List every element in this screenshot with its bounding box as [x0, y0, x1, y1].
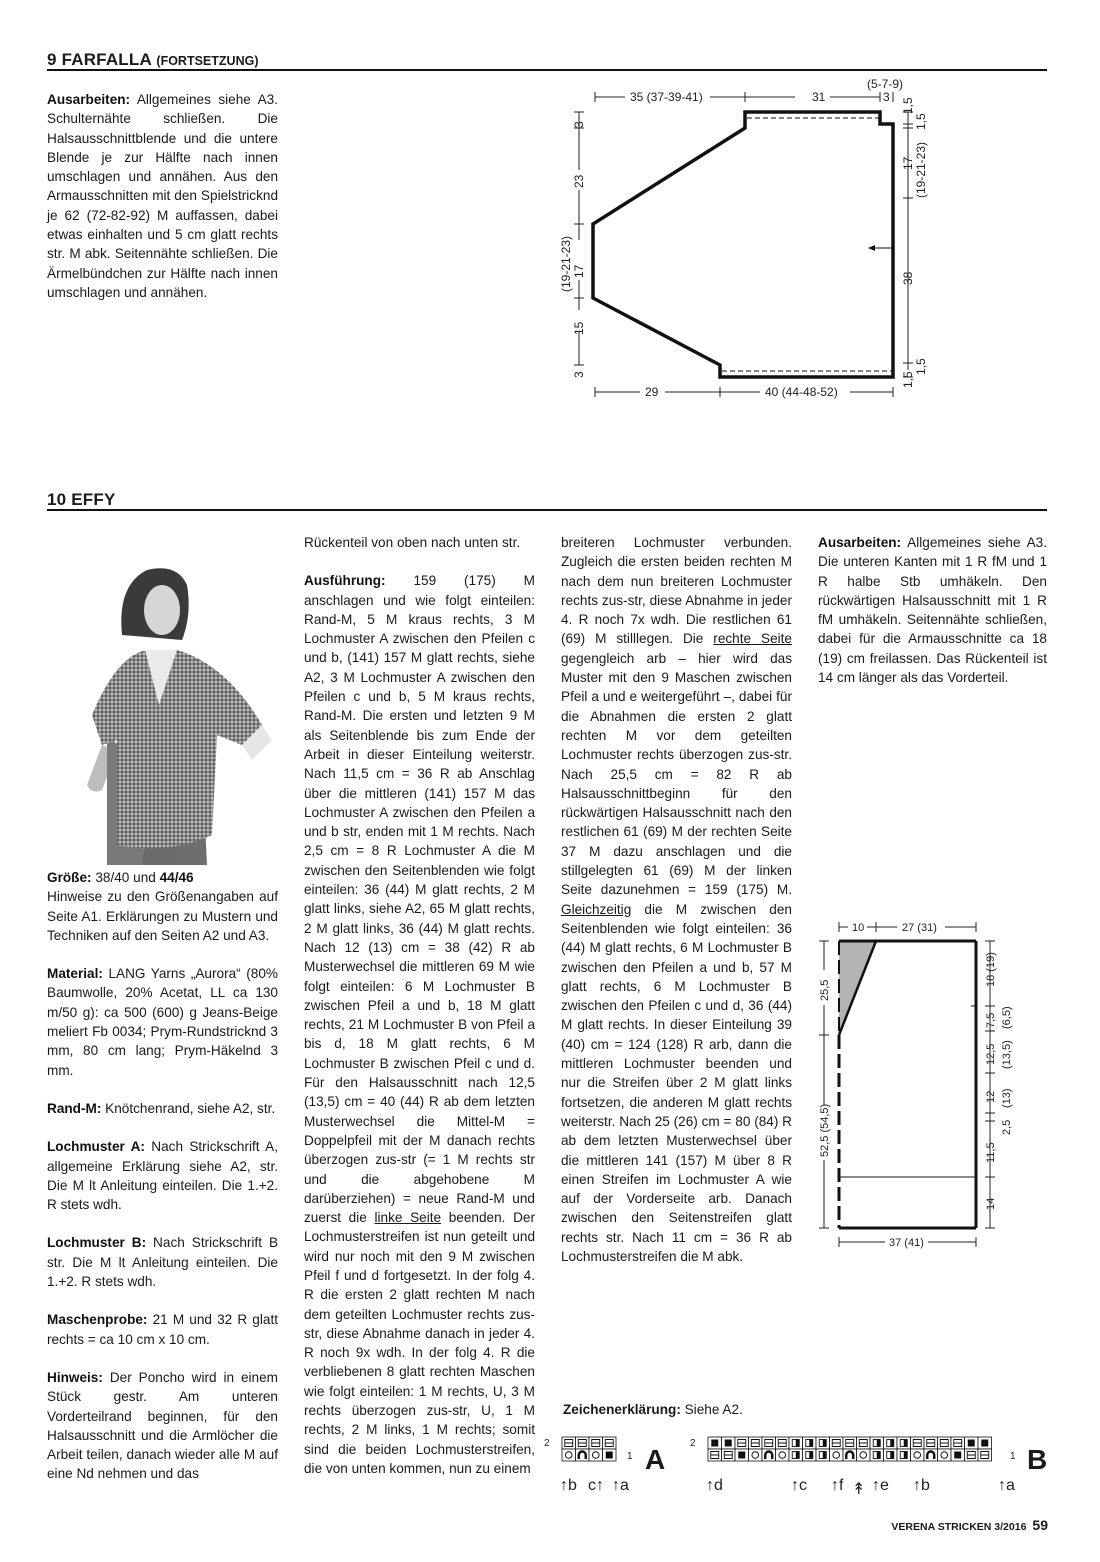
ausfuehrung-text-2: beenden. Der Lochmusterstreifen ist nun geteilt und wird nur noch mit den 9 M zwischen Pfeil f und d fortgesetzt. In der folg 4. R die ersten 2 glatt rechten M nach dem geteilten Lochmuster rechts zus-str, diese Abnahme danach in jeder 4. R noch 9x wdh. In der folg 4. R die verbliebenen 8 glatt rechten Maschen wie folgt einteilen: 1 M rechts, U, 3 M rechts überzogen zus-str, U, 1 M rechts, 2 M links, 1 M rechts; somit sind die beiden Lochmusterstreifen, die von unten kommen, nun zu einem: [304, 1210, 536, 1476]
groesse-value-large: 44/46: [159, 870, 194, 885]
maschenprobe-text: 21 M und 32 R glatt rechts = ca 10 cm x 10 cm.: [47, 1312, 278, 1347]
arrow-a-label: ↑a: [612, 1477, 629, 1494]
page-number: 59: [1032, 1517, 1048, 1533]
legend-label: Zeichenerklärung:: [563, 1402, 681, 1417]
arrow-b-label: ↑b: [560, 1477, 577, 1494]
dim-top-mid: 31: [812, 90, 826, 104]
chart-a-row-1-label: 1: [627, 1451, 633, 1462]
dim-right-4: 12: [985, 1090, 997, 1103]
page-footer: [891, 1517, 1048, 1533]
arrow-c-label: c↑: [588, 1477, 604, 1494]
hinweis-label: Hinweis:: [47, 1369, 103, 1385]
col3-text-3: die M zwischen den Seitenblenden wie folgt einteilen: 36 (44) M glatt rechts, 6 M Lochmuster B zwischen den Pfeilen a und b, 57 M glatt rechts, 6 M Lochmuster B zwischen den Pfeilen c und d, 36 (44) M glatt rechts. In dieser Einteilung 39 (40) cm = 124 (128) R arb, dann die mittleren Lochmuster beenden und nur die Streifen über 2 M glatt links fortsetzen, die anderen M glatt rechts weiterstr. Nach 25 (26) cm = 80 (84) R ab dem letzten Musterwechsel über die mittleren 141 (157) M über 8 R einen Streifen im Lochmuster A wie auf der Vorderseite arb. Danach zwischen den Seitenstreifen glatt rechts str. Nach 11 cm = 36 R ab Lochmusterstreifen die M abk.: [561, 901, 792, 1264]
dim-right-5: 2,5: [1001, 1119, 1013, 1135]
dim-right-17-sizes: (19-21-23): [914, 141, 928, 198]
arrow-a-label-b: ↑a: [998, 1477, 1015, 1494]
dim-top-right-effy: 27 (31): [902, 922, 937, 934]
dim-left-bottom-effy: 52,5 (54,5): [819, 1103, 831, 1157]
dim-right-2: 7,5: [985, 1012, 997, 1028]
lochmuster-a-text: Nach Strickschrift A, allgemeine Erklärung siehe A2, str. Die M lt Anleitung einteilen. Die 1.+2. R stets wdh.: [47, 1139, 278, 1213]
chart-a-row-2-label: 2: [544, 1438, 550, 1449]
rechte-seite-underlined: rechte Seite: [713, 631, 792, 647]
gleichzeitig-underlined: Gleichzeitig: [561, 901, 632, 917]
dim-bottom-right: 40 (44-48-52): [765, 385, 838, 399]
dim-left-top-effy: 25,5: [819, 979, 831, 1001]
chart-b-letter: B: [1027, 1444, 1048, 1475]
arrow-d-label: ↑d: [706, 1477, 723, 1494]
dim-right-2-sizes: (6,5): [1001, 1006, 1013, 1029]
effy-column-4: [818, 533, 1047, 706]
ausarbeiten-label-effy: Ausarbeiten:: [818, 535, 902, 550]
arrow-e-label: ↑e: [872, 1477, 889, 1494]
dim-right-6: 11,5: [985, 1142, 997, 1163]
dim-top-left: 35 (37-39-41): [630, 90, 703, 104]
randm-text: Knötchenrand, siehe A2, str.: [101, 1100, 276, 1116]
chart-a-letter: A: [645, 1444, 666, 1475]
chart-b-row-1-label: 1: [1010, 1451, 1016, 1462]
dim-top-left-effy: 10: [852, 922, 865, 934]
arrow-c-label-b: ↑c: [791, 1477, 807, 1494]
dim-bottom-left: 29: [645, 385, 659, 399]
stitch-chart-b: [686, 1436, 1031, 1498]
effy-column-1: [47, 868, 278, 1503]
dim-right-1: 18 (19): [985, 952, 997, 987]
dim-left-23: 23: [572, 174, 586, 188]
dim-left-17-sizes: (19-21-23): [559, 235, 573, 292]
section-9-title: 9 FARFALLA: [47, 50, 152, 69]
dim-top-right-sizes: (5-7-9): [867, 77, 904, 91]
section-9-subtitle: (FORTSETZUNG): [156, 54, 259, 68]
chart-b-row-2-label: 2: [690, 1438, 696, 1449]
dim-bottom-effy: 37 (41): [889, 1237, 924, 1249]
material-text: LANG Yarns „Aurora“ (80% Baumwolle, 20% Acetat, LL ca 130 m/50 g): ca 500 (600) g Jeans-Beige meliert Fb 0034; Prym-Rundstricknd 3 mm, 80 cm lang; Prym-Häkelnd 3 mm.: [47, 966, 278, 1078]
model-photo: [47, 525, 282, 865]
dim-right-3-sizes: (13,5): [1001, 1040, 1013, 1069]
groesse-label: Größe:: [47, 870, 92, 885]
arrow-f-label: ↑f: [831, 1477, 844, 1494]
chart-a-grid: [562, 1437, 616, 1461]
lochmuster-b-text: Nach Strickschrift B str. Die M lt Anleitung einteilen. Die 1.+2. R stets wdh.: [47, 1235, 279, 1290]
col3-text-2: gegengleich arb – hier wird das Muster mit den 9 Maschen zwischen Pfeil a und e weitergeführt –, dabei für die Abnahmen die ersten 2 glatt rechten M vor dem geteilten Lochmuster rechts überzogen zus-str. Nach 25,5 cm = 82 R ab Halsausschnittbeginn für den rückwärtigen Halsausschnitt nach den restlichen 61 (69) M der rechten Seite 37 M dazu anschlagen und die stillgelegten 61 (69) M der linken Seite dazunehmen = 159 (175) M.: [561, 650, 792, 898]
dim-right-top-1: 1,5: [901, 97, 915, 114]
hinweis-text: Der Poncho wird in einem Stück gestr. Am unteren Vorderteilrand beginnen, für den Halsausschnitt und die Armlöcher die Arbeit teilen, danach wieder alle M auf eine Nd nehmen und das: [47, 1369, 278, 1482]
magazine-name: VERENA STRICKEN 3/2016: [891, 1521, 1027, 1533]
dim-right-4-sizes: (13): [1001, 1088, 1013, 1108]
legend-text: Siehe A2.: [680, 1402, 743, 1417]
ausfuehrung-text-1: 159 (175) M anschlagen und wie folgt einteilen: Rand-M, 5 M kraus rechts, 3 M Lochmuster A zwischen den Pfeilen c und b, (141) 157 M glatt rechts, siehe A2, 3 M Lochmuster A zwischen den Pfeilen c und b, 5 M kraus rechts, Rand-M. Die ersten und letzten 9 M als Seitenblende bis zum Ende der Arbeit in dieser Einteilung weiterstr. Nach 11,5 cm = 36 R ab Anschlag über die mittleren (141) 157 M das Lochmuster A zwischen den Pfeilen a und b str, enden mit 1 M rechts. Nach 2,5 cm = 8 R Lochmuster A die M zwischen den Seitenblenden wie folgt einteilen: 36 (44) M glatt rechts, 2 M glatt links, siehe A2, 65 M glatt rechts, 2 M glatt links, 36 (44) M glatt rechts. Nach 12 (13) cm = 38 (42) R ab Musterwechsel die mittleren 69 M wie folgt einteilen: 6 M Lochmuster B zwischen Pfeil a und b, 18 M glatt rechts, 21 M Lochmuster B von Pfeil a bis d, 18 M glatt rechts, 6 M Lochmuster B zwischen Pfeil c und d. Für den Halsausschnitt nach 12,5 (13,5) cm = 40 (44) R ab dem letzten Musterwechsel die Mittel-M = Doppelpfeil mit der M danach rechts überzogen zus-str (= 1 M rechts str und die abgehobene M darüberziehen) = neue Rand-M und zuerst die: [304, 573, 535, 1226]
dim-left-bottom: 3: [572, 371, 586, 378]
dim-top-right: 3: [883, 90, 890, 104]
ausfuehrung-label: Ausführung:: [304, 573, 386, 589]
effy-column-3: [561, 533, 792, 1285]
effy-schematic: [810, 905, 1040, 1255]
linke-seite-underlined: linke Seite: [374, 1210, 442, 1226]
dim-left-top: 3: [572, 121, 586, 128]
material-label: Material:: [47, 966, 103, 982]
legend: [563, 1402, 743, 1417]
chart-b-grid: [708, 1437, 992, 1461]
dim-right-top-2: 1,5: [914, 113, 928, 130]
lochmuster-b-label: Lochmuster B:: [47, 1235, 147, 1251]
groesse-text: Hinweise zu den Größenangaben auf Seite A1. Erklärungen zu Mustern und Techniken auf den Seiten A2 und A3.: [47, 889, 278, 943]
dim-right-3: 12,5: [985, 1043, 997, 1065]
effy-column-2: [304, 533, 535, 1497]
groesse-value: 38/40 und: [91, 870, 160, 885]
dim-right-bot-1: 1,5: [901, 371, 915, 388]
col3-text-1: breiteren Lochmuster verbunden. Zugleich die ersten beiden rechten M nach dem nun breiteren Lochmuster rechts zus-str, diese Abnahme in jeder 4. R noch 7x wdh. Die restlichen 61 (69) M stilllegen. Die: [561, 535, 792, 647]
dim-left-15: 15: [572, 321, 586, 335]
randm-label: Rand-M:: [47, 1100, 102, 1116]
section-9-text: [47, 90, 278, 321]
section-10-header: [47, 490, 1047, 511]
farfalla-schematic: [550, 70, 950, 410]
section-9-header: [47, 50, 1047, 71]
arrow-b-label-b: ↑b: [913, 1477, 930, 1494]
dim-right-38: 38: [901, 271, 915, 285]
continued-text: Rückenteil von oben nach unten str.: [304, 535, 521, 550]
dim-right-bot-2: 1,5: [914, 358, 928, 375]
ausarbeiten-text: Allgemeines siehe A3. Schulternähte schließen. Die Halsausschnittblende und die untere Blende je zur Hälfte nach innen umschlagen und annähen. Aus den Armausschnitten mit den Spielstricknd je 62 (72-82-92) M auffassen, dabei etwas einhalten und 5 cm glatt rechts str. M abk. Seitennähte schließen. Die Ärmelbündchen zur Hälfte nach innen umschlagen und annähen.: [47, 92, 278, 300]
ausarbeiten-text-effy: Allgemeines siehe A3. Die unteren Kanten mit 1 R fM und 1 R halbe Stb umhäkeln. Den rückwärtigen Halsausschnitt mit 1 R fM umhäkeln. Seitennähte schließen, dabei für die Armausschnitte ca 18 (19) cm freilassen. Das Rückenteil ist 14 cm länger als das Vorderteil.: [818, 535, 1047, 686]
maschenprobe-label: Maschenprobe:: [47, 1312, 148, 1328]
lochmuster-a-label: Lochmuster A:: [47, 1139, 145, 1155]
ausarbeiten-label: Ausarbeiten:: [47, 92, 131, 107]
section-10-title: 10 EFFY: [47, 490, 116, 509]
dim-right-7: 14: [985, 1197, 997, 1210]
dim-right-17: 17: [901, 156, 915, 170]
dim-left-17: 17: [572, 264, 586, 278]
double-arrow-icon: ↟: [852, 1481, 866, 1498]
